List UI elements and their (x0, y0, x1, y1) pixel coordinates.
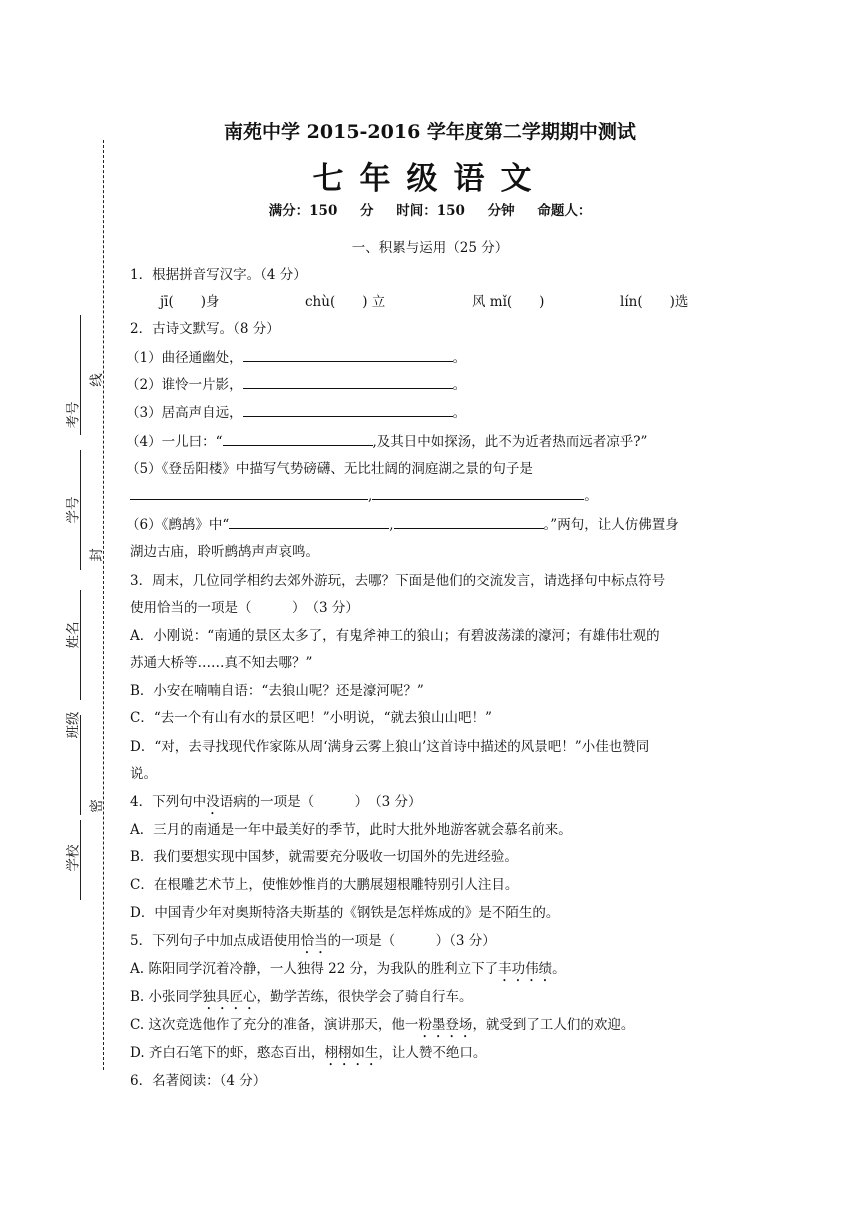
q3-option-a: A．小刚说：“南通的景区太多了，有鬼斧神工的狼山；有碧波荡漾的濠河；有雄伟壮观的 (130, 628, 660, 644)
q3-option-b: B．小安在喃喃自语：“去狼山呢？还是濠河呢？” (130, 683, 424, 699)
exam-meta: 满分：150 分 时间：150 分钟 命题人： (268, 203, 592, 219)
binding-label-school: 学校 (65, 844, 82, 872)
answer-blank (243, 375, 453, 389)
binding-label-class: 班级 (65, 711, 82, 739)
q5-stem: 5．下列句子中加点成语使用恰当的一项是（ ）（3 分） (130, 933, 496, 949)
q2-line-6-cont: 湖边古庙，聆听鹧鸪声声哀鸣。 (130, 544, 319, 560)
q3-option-a-cont: 苏通大桥等……真不知去哪？” (130, 655, 313, 671)
q6-stem: 6．名著阅读：（4 分） (130, 1073, 267, 1089)
q5-option-c: C. 这次竞选他作了充分的准备，演讲那天，他一粉墨登场，就受到了工人们的欢迎。 (130, 1017, 635, 1033)
q2-line-4: （4）一儿曰：“ ,及其日中如探汤，此不为近者热而远者凉乎?” (126, 434, 648, 450)
binding-label-name: 姓名 (65, 621, 82, 649)
q1-item: jī( )身 (160, 294, 220, 310)
binding-dashed-line (103, 140, 104, 1070)
binding-label-student-number: 学号 (65, 496, 82, 524)
q2-line-2: （2）谁怜一片影， 。 (126, 377, 467, 393)
q5-option-d: D. 齐白石笔下的虾，憨态百出，栩栩如生，让人赞不绝口。 (130, 1045, 487, 1061)
q2-line-1: （1）曲径通幽处， 。 (126, 350, 467, 366)
q3-option-c: C．“去一个有山有水的景区吧！”小明说，“就去狼山山吧！” (130, 710, 492, 726)
binding-mark-seal: 封 (88, 548, 105, 562)
exam-title: 南苑中学 2015-2016 学年度第二学期期中测试 (224, 121, 636, 143)
q3-stem-cont: 使用恰当的一项是（ ） （3 分） (130, 600, 359, 616)
binding-label-exam-number: 考号 (65, 401, 82, 429)
answer-blank (243, 348, 453, 362)
q1-item: 风 mǐ( ) (472, 294, 545, 310)
q2-stem: 2．古诗文默写。（8 分） (130, 321, 280, 337)
answer-blank (223, 432, 373, 446)
q4-option-a: A．三月的南通是一年中最美好的季节，此时大批外地游客就会慕名前来。 (130, 822, 572, 838)
q2-line-5-blanks: , 。 (130, 486, 598, 505)
q3-option-d-cont: 说。 (130, 766, 157, 782)
binding-mark-secret: 密 (88, 799, 105, 813)
answer-blank (229, 515, 389, 529)
answer-blank (130, 486, 368, 500)
answer-blank (243, 403, 453, 417)
q4-option-c: C．在根雕艺术节上，使惟妙惟肖的大鹏展翅根雕特别引人注目。 (130, 877, 519, 893)
section-heading: 一、积累与运用（25 分） (351, 240, 509, 256)
q4-option-b: B．我们要想实现中国梦，就需要充分吸收一切国外的先进经验。 (130, 849, 518, 865)
answer-blank (372, 486, 584, 500)
exam-subtitle: 七年级语文 (312, 161, 548, 197)
q4-stem: 4．下列句中没语病的一项是（ ） （3 分） (130, 794, 422, 810)
q1-item: chù( ) 立 (305, 294, 386, 310)
q3-option-d: D．“对，去寻找现代作家陈从周‘满身云雾上狼山’这首诗中描述的风景吧！”小佳也赞同 (130, 739, 650, 755)
answer-blank (394, 515, 544, 529)
q2-line-5: （5）《登岳阳楼》中描写气势磅礴、无比壮阔的洞庭湖之景的句子是 (126, 461, 533, 477)
q1-stem: 1．根据拼音写汉字。（4 分） (130, 267, 307, 283)
q1-item: lín( )选 (620, 294, 689, 310)
q2-line-6: （6）《鹧鸪》中“ , 。”两句，让人仿佛置身 (126, 517, 679, 533)
q4-option-d: D．中国青少年对奥斯特洛夫斯基的《钢铁是怎样炼成的》是不陌生的。 (130, 905, 560, 921)
q3-stem: 3．周末，几位同学相约去郊外游玩，去哪？下面是他们的交流发言，请选择句中标点符号 (130, 573, 666, 589)
binding-mark-line: 线 (88, 373, 105, 387)
q2-line-3: （3）居高声自远， 。 (126, 405, 467, 421)
q5-option-a: A. 陈阳同学沉着冷静，一人独得 22 分，为我队的胜利立下了丰功伟绩。 (130, 961, 566, 977)
q5-option-b: B. 小张同学独具匠心，勤学苦练，很快学会了骑自行车。 (130, 989, 473, 1005)
